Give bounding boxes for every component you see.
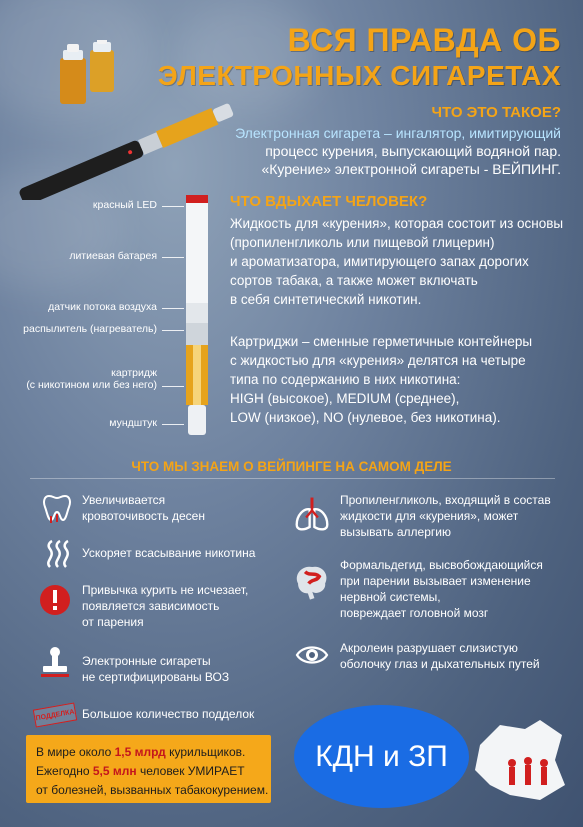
ecig-diagram bbox=[180, 195, 220, 440]
fact-line: Ускоряет всасывание никотина bbox=[82, 546, 256, 560]
divider bbox=[30, 478, 555, 479]
tooth-icon bbox=[40, 490, 74, 524]
inhale-line: и ароматизатора, имитирующего запах дорогих bbox=[230, 254, 529, 269]
fact-text bbox=[340, 557, 543, 621]
inhale-line: (пропиленгликоль или пищевой глицерин) bbox=[230, 235, 495, 250]
fact-text bbox=[340, 640, 540, 672]
lungs-icon bbox=[292, 494, 332, 534]
statistics-text bbox=[36, 743, 271, 800]
fact-line: вызывать аллергию bbox=[340, 525, 451, 539]
inhale-line: Жидкость для «курения», которая состоит из основы bbox=[230, 216, 564, 231]
statistics-line-1 bbox=[36, 743, 271, 762]
fact-line: при парении вызывает изменение bbox=[340, 574, 531, 588]
fact-text bbox=[340, 492, 551, 540]
diagram-label: датчик потока воздуха bbox=[48, 301, 157, 313]
diagram-leader-line bbox=[162, 257, 184, 258]
brain-icon bbox=[290, 560, 332, 600]
stat-text: В мире около bbox=[36, 745, 115, 759]
fact-text bbox=[82, 492, 205, 524]
diagram-label: красный LED bbox=[92, 199, 157, 211]
fact-line: Акролеин разрушает слизистую bbox=[340, 641, 518, 655]
fact-line: Формальдегид, высвобождающийся bbox=[340, 558, 543, 572]
inhale-heading: ЧТО ВДЫХАЕТ ЧЕЛОВЕК? bbox=[230, 193, 428, 210]
diagram-leader-line bbox=[162, 424, 184, 425]
inhale-line: сортов табака, а также может включать bbox=[230, 273, 478, 288]
what-is-heading: ЧТО ЭТО ТАКОЕ? bbox=[431, 104, 561, 121]
stat-text: курильщиков. bbox=[165, 745, 246, 759]
fact-text bbox=[82, 582, 248, 630]
warning-icon bbox=[38, 583, 72, 617]
diagram-label: картридж bbox=[111, 367, 157, 379]
fact-text bbox=[82, 706, 254, 722]
diagram-label: мундштук bbox=[109, 417, 157, 429]
diagram-label: распылитель (нагреватель) bbox=[23, 323, 157, 335]
fake-stamp-label: ПОДДЕЛКА bbox=[35, 708, 75, 722]
stat-text: человек УМИРАЕТ bbox=[136, 764, 245, 778]
diagram-leader-line bbox=[162, 308, 184, 309]
title-line-2: ЭЛЕКТРОННЫХ СИГАРЕТАХ bbox=[157, 60, 561, 91]
fact-line: Привычка курить не исчезает, bbox=[82, 583, 249, 597]
fact-line: Увеличивается bbox=[82, 493, 166, 507]
fact-line: не сертифицированы ВОЗ bbox=[82, 670, 230, 684]
map-icon bbox=[470, 715, 570, 805]
diagram-leader-line bbox=[162, 330, 184, 331]
cartridges-line: с жидкостью для «курения» делятся на четыре bbox=[230, 353, 526, 368]
diagram-label: (с никотином или без него) bbox=[26, 379, 157, 391]
kdn-badge bbox=[294, 705, 469, 808]
what-is-line: процесс курения, выпускающий водяной пар. bbox=[265, 143, 561, 159]
fact-line: от парения bbox=[82, 615, 144, 629]
fact-line: Большое количество подделок bbox=[82, 707, 255, 721]
fake-stamp-icon bbox=[33, 702, 77, 727]
stat-highlight: 1,5 млрд bbox=[114, 745, 166, 759]
inhale-line: в себя синтетический никотин. bbox=[230, 292, 422, 307]
what-is-line: «Курение» электронной сигареты - ВЕЙПИНГ. bbox=[261, 161, 561, 177]
fact-line: Электронные сигареты bbox=[82, 654, 211, 668]
fact-text bbox=[82, 653, 229, 685]
fact-line: жидкости для «курения», может bbox=[340, 509, 519, 523]
what-is-text bbox=[201, 124, 561, 178]
diagram-leader-line bbox=[162, 386, 184, 387]
fact-line: Пропиленгликоль, входящий в состав bbox=[340, 493, 551, 507]
statistics-line-2 bbox=[36, 762, 271, 781]
stamp-icon bbox=[38, 645, 72, 679]
stat-text: Ежегодно bbox=[36, 764, 93, 778]
fact-line: кровоточивость десен bbox=[82, 509, 205, 523]
cartridges-line: Картриджи – сменные герметичные контейнеры bbox=[230, 334, 533, 349]
fact-line: оболочку глаз и дыхательных путей bbox=[340, 657, 540, 671]
inhale-text bbox=[230, 214, 570, 309]
cartridges-line: HIGH (высокое), MEDIUM (среднее), bbox=[230, 391, 460, 406]
kdn-badge-label: КДН и ЗП bbox=[315, 739, 448, 773]
stat-highlight: 5,5 млн bbox=[92, 764, 137, 778]
diagram-leader-line bbox=[162, 206, 184, 207]
fact-line: нервной системы, bbox=[340, 590, 441, 604]
cartridges-text bbox=[230, 332, 570, 427]
statistics-line-3: от болезней, вызванных табакокурением. bbox=[36, 783, 269, 797]
facts-heading: ЧТО МЫ ЗНАЕМ О ВЕЙПИНГЕ НА САМОМ ДЕЛЕ bbox=[131, 459, 452, 474]
cartridges-line: типа по содержанию в них никотина: bbox=[230, 372, 461, 387]
fact-line: появляется зависимость bbox=[82, 599, 220, 613]
vapor-icon bbox=[40, 537, 74, 571]
cartridges-line: LOW (низкое), NO (нулевое, без никотина). bbox=[230, 410, 501, 425]
what-is-line: Электронная сигарета – ингалятор, имитирующий bbox=[235, 125, 561, 141]
fact-text bbox=[82, 545, 255, 561]
fact-line: повреждает головной мозг bbox=[340, 606, 489, 620]
title-line-1: ВСЯ ПРАВДА ОБ bbox=[287, 22, 561, 58]
eye-icon bbox=[292, 638, 332, 672]
diagram-label: литиевая батарея bbox=[69, 250, 157, 262]
